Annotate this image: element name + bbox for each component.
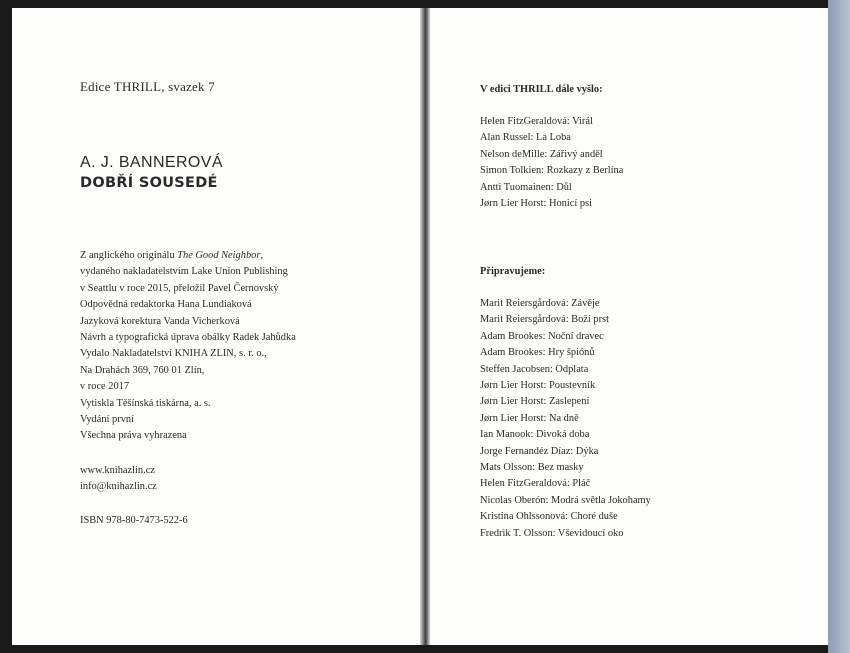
published-title: Nelson deMille: Zářivý anděl <box>480 148 603 160</box>
colophon-line: v Seattlu v roce 2015, přeložil Pavel Černovský <box>80 282 279 294</box>
colophon-line: Odpovědná redaktorka Hana Lundiaková <box>80 299 252 311</box>
published-title: Simon Tolkien: Rozkazy z Berlína <box>480 165 624 177</box>
upcoming-title: Helen FitzGeraldová: Pláč <box>480 478 591 490</box>
upcoming-title: Kristina Ohlssonová: Choré duše <box>480 511 618 523</box>
original-title: The Good Neighbor <box>177 250 261 261</box>
colophon-line: Na Drahách 369, 760 01 Zlín, <box>80 364 205 376</box>
upcoming-title: Jorge Fernandéz Díaz: Dýka <box>480 445 599 457</box>
published-title: Jørn Lier Horst: Honicí psi <box>480 198 592 210</box>
upcoming-title: Jørn Lier Horst: Poustevník <box>480 380 596 392</box>
upcoming-title: Jørn Lier Horst: Zaslepení <box>480 396 590 408</box>
upcoming-title: Jørn Lier Horst: Na dně <box>480 412 579 424</box>
upcoming-title: Marit Reiersgårdová: Boží prst <box>480 314 609 326</box>
book-title: DOBŘÍ SOUSEDÉ <box>80 175 218 191</box>
colophon-line: Vydání první <box>80 414 134 426</box>
upcoming-title: Steffen Jacobsen: Odplata <box>480 363 589 375</box>
colophon-line: Všechna práva vyhrazena <box>80 430 187 442</box>
published-title: Helen FitzGeraldová: Virál <box>480 116 593 127</box>
contacts <box>80 463 157 496</box>
colophon-line: v roce 2017 <box>80 381 130 393</box>
book-gutter <box>420 8 430 645</box>
colophon-line: Návrh a typografická úprava obálky Radek Jahůdka <box>80 332 296 344</box>
published-heading: V edici THRILL dále vyšlo: <box>480 84 603 95</box>
published-title: Antti Tuomainen: Důl <box>480 181 572 193</box>
colophon-line-original: Z anglického originálu The Good Neighbor, <box>80 250 263 261</box>
upcoming-title: Ian Manook: Divoká doba <box>480 429 590 441</box>
isbn: ISBN 978-80-7473-522-6 <box>80 515 188 526</box>
colophon-line: Jazyková korektura Vanda Vicherková <box>80 315 240 327</box>
upcoming-title: Adam Brookes: Noční dravec <box>480 330 604 342</box>
published-list <box>480 114 623 212</box>
colophon <box>80 248 296 445</box>
colophon-line: Vytiskla Těšínská tiskárna, a. s. <box>80 397 211 409</box>
upcoming-list <box>480 296 651 542</box>
upcoming-title: Fredrik T. Olsson: Vševidoucí oko <box>480 527 624 539</box>
email-link[interactable]: info@knihazlin.cz <box>80 481 157 493</box>
author-name: A. J. BANNEROVÁ <box>80 154 223 171</box>
colophon-line: Vydalo Nakladatelství KNIHA ZLIN, s. r. o., <box>80 348 267 360</box>
published-title: Alan Russel: La Loba <box>480 132 571 144</box>
upcoming-title: Mats Olsson: Bez masky <box>480 462 584 474</box>
website-link[interactable]: www.knihazlin.cz <box>80 465 155 476</box>
upcoming-heading: Připravujeme: <box>480 266 546 277</box>
series-label: Edice THRILL, svazek 7 <box>80 79 215 94</box>
colophon-line: vydaného nakladatelstvím Lake Union Publishing <box>80 266 288 278</box>
upcoming-title: Adam Brookes: Hry špiónů <box>480 347 595 359</box>
book-cover-edge <box>828 0 850 653</box>
upcoming-title: Marit Reiersgårdová: Závěje <box>480 298 600 309</box>
upcoming-title: Nicolas Oberón: Modrá světla Jokohamy <box>480 494 651 506</box>
